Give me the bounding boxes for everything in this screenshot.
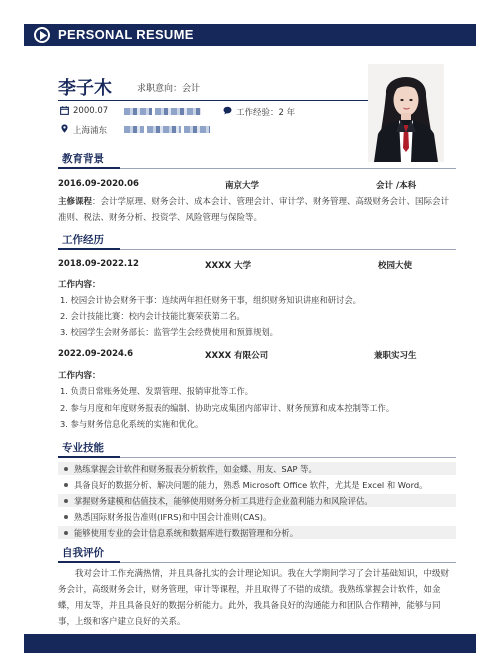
work-experience-years: 工作经验：2 年 [236,108,296,118]
job-item: 2. 参与月度和年度财务报表的编制、协助完成集团内部审计、财务预算和成本控制等工作。 [60,403,395,413]
job-item: 3. 参与财务信息化系统的实施和优化。 [60,419,204,429]
redacted-info [184,126,210,133]
section-accent [58,167,120,169]
bullet-icon [64,499,68,503]
education-courses [58,194,449,210]
skill-item: 熟悉国际财务报告准则(IFRS)和中国会计准则(CAS)。 [74,512,272,522]
header-bar [24,24,476,46]
education-school: 南京大学 [225,181,260,191]
job-item: 1. 校园会计协会财务干事：连续两年担任财务干事，组织财务知识讲座和研讨会。 [60,295,361,305]
redacted-info [155,108,201,115]
evaluation-text: 我对会计工作充满热情，并且具备扎实的会计理论知识。我在大学期间学习了会计基础知识，中级财务会计，高级财务会计，财务管理，审计等课程，并且取得了不错的成绩。我熟练掌握会计软件，如金蝶，用友等，并且具备良好的数据分析能力。此外，我具备良好的沟通能力和团队合作精神，能够与同事，上级和客户建立良好的关系。 [58,569,450,627]
candidate-name: 李子木 [58,78,112,99]
skill-item: 熟练掌握会计软件和财务报表分析软件，如金蝶、用友、SAP 等。 [74,464,317,474]
job-intent: 求职意向：会计 [137,84,201,94]
job-role: 兼职实习生 [374,351,417,361]
job-period: 2022.09-2024.6 [58,349,134,359]
redacted-info [124,108,152,115]
education-period: 2016.09-2020.06 [58,179,139,189]
job-content-label: 工作内容： [58,371,101,381]
resume-page [24,24,476,653]
job-content-label: 工作内容： [58,280,101,290]
chat-icon [223,106,232,115]
bullet-icon [64,515,68,519]
bullet-icon [64,483,68,487]
bullet-icon [64,467,68,471]
job-item: 1. 负责日常账务处理、发票管理、报销审批等工作。 [60,386,254,396]
job-org: XXXX 有限公司 [205,351,269,361]
location-pin-icon [60,124,69,133]
skills-title: 专业技能 [62,442,104,454]
education-title: 教育背景 [62,153,104,165]
name-divider [58,100,368,101]
bullet-icon [64,531,68,535]
skill-item: 能够使用专业的会计信息系统和数据库进行数据管理和分析。 [74,528,299,538]
job-item: 3. 校园学生会财务部长：监管学生会经费使用和预算规划。 [60,327,278,337]
section-accent [58,456,120,458]
evaluation-title: 自我评价 [62,547,104,559]
birth-date: 2000.07 [73,106,109,116]
job-org: XXXX 大学 [205,261,252,271]
footer-bar [24,634,476,653]
job-role: 校园大使 [378,261,413,271]
location: 上海浦东 [73,126,108,136]
skill-item: 具备良好的数据分析、解决问题的能力，熟悉 Microsoft Office 软件，尤其是 Excel 和 Word。 [74,480,428,490]
header-title: PERSONAL RESUME [58,27,194,42]
courses-text: ：会计学原理、财务会计、成本会计、管理会计、审计学、财务管理、高级财务会计、国际会计 [92,197,450,207]
play-icon [34,27,50,43]
section-accent [58,561,120,563]
work-title: 工作经历 [62,234,104,246]
redacted-info [124,126,144,133]
calendar-icon [60,106,69,115]
profile-photo [368,64,444,162]
education-degree: 会计 /本科 [376,181,417,191]
section-accent [58,248,120,250]
redacted-info [147,126,181,133]
education-courses-cont: 准则、税法、财务分析、投资学、风险管理与保险等。 [58,213,263,223]
job-period: 2018.09-2022.12 [58,259,139,269]
job-item: 2. 会计技能比赛：校内会计技能比赛荣获第二名。 [60,311,245,321]
skill-item: 掌握财务建模和估值技术，能够使用财务分析工具进行企业盈利能力和风险评估。 [74,496,373,506]
courses-label: 主修课程 [58,197,93,207]
